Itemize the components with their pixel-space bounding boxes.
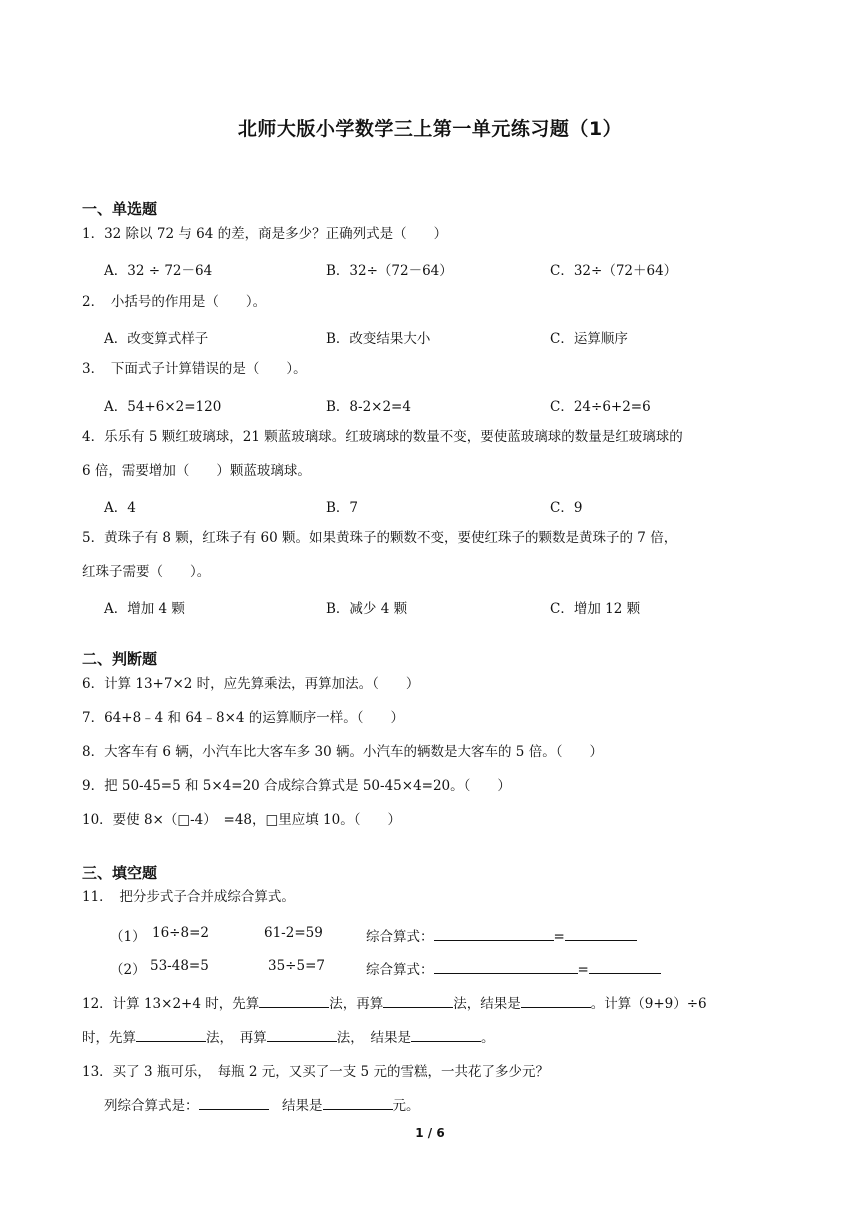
- question-13-text: 元。: [392, 1098, 420, 1114]
- question-11-row-2-step-1: 53-48=5: [150, 958, 209, 974]
- option-a: A．4: [104, 500, 136, 516]
- option-a: A．增加 4 颗: [104, 601, 185, 617]
- answer-blank[interactable]: [136, 1027, 206, 1042]
- equals-sign: =: [577, 962, 589, 978]
- question-5-line-1: 5．黄珠子有 8 颗，红珠子有 60 颗。如果黄珠子的颗数不变，要使红珠子的颗数是黄珠子的 7 倍，: [82, 530, 678, 546]
- question-12-text: 12．计算 13×2+4 时，先算: [82, 996, 260, 1012]
- question-13-text: 列综合算式是：: [104, 1098, 199, 1114]
- question-12-text: 法， 结果是: [336, 1030, 411, 1046]
- option-c: C．运算顺序: [550, 331, 628, 347]
- section-heading-fill-blank: 三、填空题: [82, 864, 158, 882]
- question-12-text: 。: [481, 1030, 495, 1046]
- question-12-text: 法， 再算: [206, 1030, 267, 1046]
- question-11-row-2-step-2: 35÷5=7: [268, 958, 325, 974]
- question-3: 3． 下面式子计算错误的是（ ）。: [82, 361, 307, 377]
- option-c: C．增加 12 颗: [550, 601, 641, 617]
- option-b: B．减少 4 颗: [326, 601, 408, 617]
- answer-blank[interactable]: [267, 1027, 337, 1042]
- question-11: 11． 把分步式子合并成综合算式。: [82, 889, 295, 905]
- question-12-text: 法，结果是: [453, 996, 521, 1012]
- equals-sign: =: [553, 929, 565, 945]
- answer-blank[interactable]: [323, 1095, 393, 1110]
- question-1: 1．32 除以 72 与 64 的差，商是多少？正确列式是（ ）: [82, 226, 448, 242]
- combined-label: 综合算式：: [366, 929, 434, 945]
- question-12-text: 。计算（9+9）÷6: [590, 996, 707, 1012]
- question-9: 9．把 50-45=5 和 5×4=20 合成综合算式是 50-45×4=20。（ ）: [82, 778, 511, 794]
- question-11-row-1-combined: [366, 925, 637, 945]
- option-c: C．24÷6+2=6: [550, 399, 651, 415]
- question-11-row-1-label: （1）: [110, 929, 146, 945]
- question-4-line-1: 4．乐乐有 5 颗红玻璃球，21 颗蓝玻璃球。红玻璃球的数量不变，要使蓝玻璃球的数量是红玻璃球的: [82, 429, 683, 445]
- page-number: 1 / 6: [415, 1126, 445, 1140]
- option-c: C．32÷（72＋64）: [550, 263, 678, 279]
- option-b: B．7: [326, 500, 359, 516]
- answer-blank[interactable]: [521, 993, 591, 1008]
- question-13-answer-line: [104, 1094, 420, 1114]
- answer-blank[interactable]: [199, 1095, 269, 1110]
- combined-label: 综合算式：: [366, 962, 434, 978]
- question-13-text: 结果是: [268, 1098, 323, 1114]
- question-13: 13．买了 3 瓶可乐， 每瓶 2 元，又买了一支 5 元的雪糕，一共花了多少元？: [82, 1064, 549, 1080]
- question-11-row-2-label: （2）: [110, 962, 146, 978]
- section-heading-single-choice: 一、单选题: [82, 200, 158, 218]
- question-2: 2． 小括号的作用是（ ）。: [82, 294, 267, 310]
- answer-blank[interactable]: [434, 959, 578, 974]
- option-b: B．32÷（72－64）: [326, 263, 453, 279]
- question-6: 6．计算 13+7×2 时，应先算乘法，再算加法。（ ）: [82, 676, 420, 692]
- option-a: A．54+6×2=120: [104, 399, 222, 415]
- option-b: B．改变结果大小: [326, 331, 431, 347]
- answer-blank[interactable]: [434, 926, 554, 941]
- question-10: 10．要使 8×（□-4） =48，□里应填 10。（ ）: [82, 812, 401, 828]
- question-12-line-1: [82, 992, 707, 1012]
- question-12-text: 法，再算: [329, 996, 384, 1012]
- answer-blank[interactable]: [259, 993, 329, 1008]
- option-a: A．32 ÷ 72－64: [104, 263, 213, 279]
- option-a: A．改变算式样子: [104, 331, 209, 347]
- question-4-line-2: 6 倍，需要增加（ ）颗蓝玻璃球。: [82, 463, 311, 479]
- option-c: C．9: [550, 500, 583, 516]
- answer-blank[interactable]: [411, 1027, 481, 1042]
- option-b: B．8-2×2=4: [326, 399, 411, 415]
- question-11-row-1-step-1: 16÷8=2: [152, 925, 209, 941]
- question-11-row-2-combined: [366, 958, 661, 978]
- question-11-row-1-step-2: 61-2=59: [264, 925, 323, 941]
- question-12-text: 时，先算: [82, 1030, 136, 1046]
- page-title: 北师大版小学数学三上第一单元练习题（1）: [237, 118, 623, 140]
- answer-blank[interactable]: [565, 926, 637, 941]
- question-7: 7．64+8﹣4 和 64﹣8×4 的运算顺序一样。（ ）: [82, 710, 405, 726]
- question-5-line-2: 红珠子需要（ ）。: [82, 564, 211, 580]
- answer-blank[interactable]: [589, 959, 661, 974]
- question-8: 8．大客车有 6 辆，小汽车比大客车多 30 辆。小汽车的辆数是大客车的 5 倍。（ ）: [82, 744, 603, 760]
- question-12-line-2: [82, 1026, 495, 1046]
- section-heading-true-false: 二、判断题: [82, 650, 158, 668]
- answer-blank[interactable]: [383, 993, 453, 1008]
